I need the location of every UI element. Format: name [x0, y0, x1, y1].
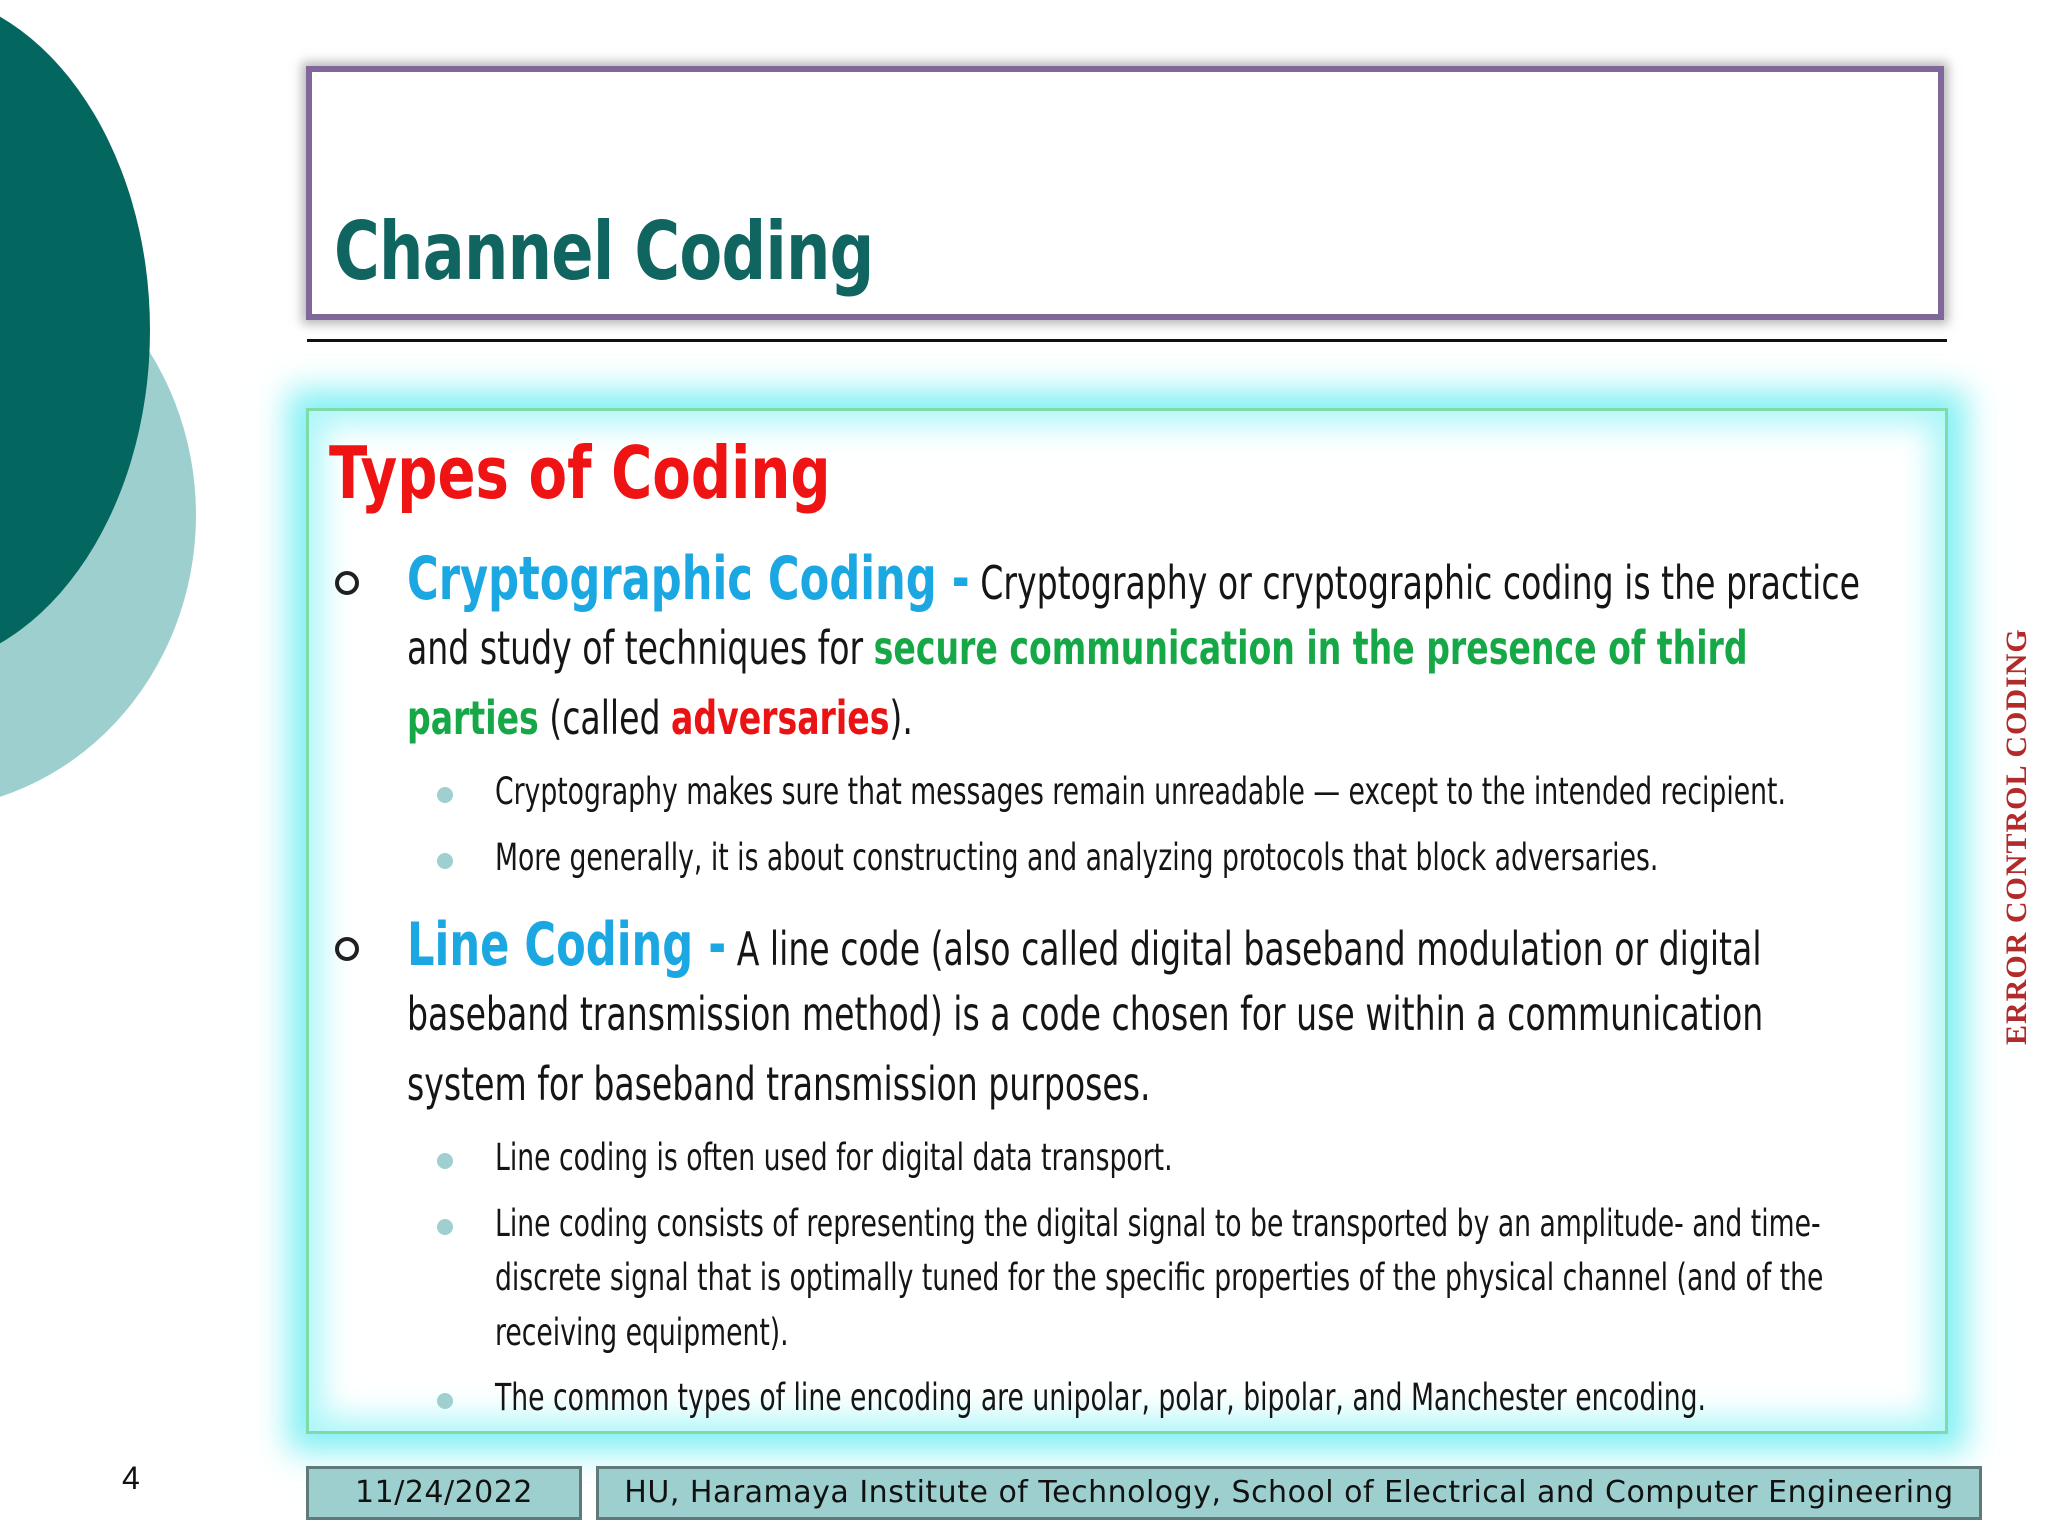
slide-title: Channel Coding [334, 205, 874, 298]
cryptographic-coding-desc-2: and study of techniques for [407, 621, 874, 675]
secure-communication-highlight: secure communication in the presence of third [873, 621, 1748, 675]
sub-bullet-dot-icon [437, 787, 453, 803]
footer-date: 11/24/2022 [306, 1466, 582, 1520]
parties-highlight: parties [407, 691, 539, 745]
title-frame [306, 66, 1944, 320]
sub-bullet-dot-icon [437, 1393, 453, 1409]
section-title: Types of Coding [329, 431, 831, 515]
line-coding-term: Line Coding - [407, 910, 727, 980]
called-text: (called [538, 691, 672, 745]
line-coding-sub-point-2a: Line coding consists of representing the digital signal to be transported by an amplitude- and time- [495, 1202, 1821, 1245]
line-coding-line-3: system for baseband transmission purposes. [407, 1057, 1151, 1111]
content-frame [306, 408, 1948, 1434]
adversaries-highlight: adversaries [671, 691, 890, 745]
line-coding-sub-point-2c: receiving equipment). [495, 1311, 789, 1354]
line-coding-sub-point-2b: discrete signal that is optimally tuned for the specific properties of the physical channel (and of the [495, 1256, 1824, 1299]
title-underline [307, 339, 1947, 342]
sub-bullet-dot-icon [437, 1219, 453, 1235]
cryptography-sub-point-2: More generally, it is about constructing and analyzing protocols that block adversaries. [495, 836, 1659, 879]
closing-text: ). [889, 691, 913, 745]
line-coding-line-1 [407, 910, 1762, 980]
line-coding-desc-1: A line code (also called digital baseband modulation or digital [736, 922, 1762, 976]
bullet-circle-icon [335, 937, 359, 961]
sub-bullet-dot-icon [437, 1153, 453, 1169]
sub-bullet-dot-icon [437, 853, 453, 869]
side-label: ERROR CONTROL CODING [2000, 628, 2033, 1045]
cryptographic-coding-line-1 [407, 544, 1860, 614]
cryptographic-coding-term: Cryptographic Coding - [407, 544, 970, 614]
footer-organization: HU, Haramaya Institute of Technology, School of Electrical and Computer Engineering [596, 1466, 1982, 1520]
line-coding-line-2: baseband transmission method) is a code chosen for use within a communication [407, 987, 1764, 1041]
line-coding-sub-point-1: Line coding is often used for digital data transport. [495, 1136, 1173, 1179]
cryptographic-coding-line-3 [407, 691, 913, 745]
bullet-circle-icon [335, 571, 359, 595]
page-number: 4 [122, 1460, 140, 1496]
cryptographic-coding-desc-1: Cryptography or cryptographic coding is the practice [980, 556, 1860, 610]
cryptography-sub-point-1: Cryptography makes sure that messages remain unreadable — except to the intended recipient. [495, 770, 1786, 813]
cryptographic-coding-line-2 [407, 621, 1748, 675]
line-coding-sub-point-3: The common types of line encoding are unipolar, polar, bipolar, and Manchester encoding. [495, 1376, 1706, 1419]
